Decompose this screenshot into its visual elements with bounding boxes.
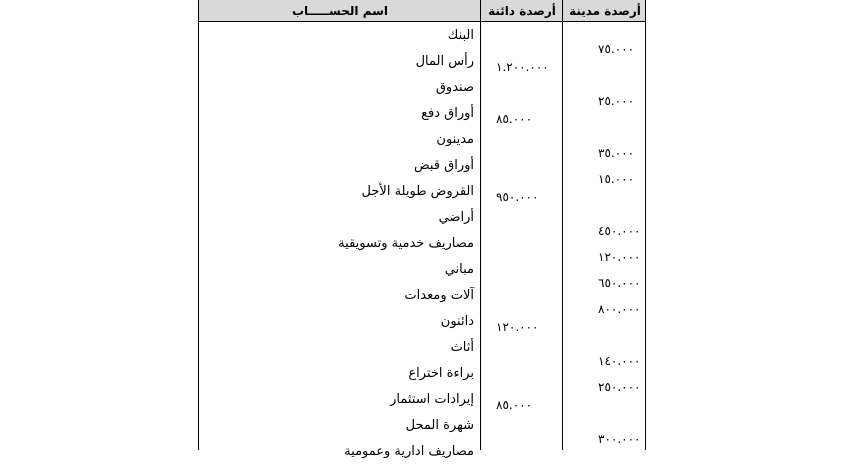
table-row	[198, 54, 646, 80]
debit-balance: ٦٥٠.٠٠٠	[598, 276, 641, 290]
account-name: أوراق دفع	[421, 106, 474, 121]
credit-balance: ٨٥.٠٠٠	[496, 112, 533, 126]
table-row	[198, 392, 646, 418]
account-name: دائنون	[440, 314, 474, 329]
trial-balance-table	[198, 0, 646, 459]
table-row	[198, 418, 646, 444]
account-name: مدينون	[436, 132, 474, 147]
account-name: مباني	[444, 262, 474, 277]
account-name: البنك	[447, 28, 474, 43]
debit-balance: ١٢٠.٠٠٠	[598, 250, 641, 264]
table-row	[198, 366, 646, 392]
account-name: إيرادات استثمار	[390, 392, 474, 407]
table-header	[198, 0, 646, 22]
debit-balance: ٤٥٠.٠٠٠	[598, 224, 641, 238]
table-row	[198, 236, 646, 262]
debit-balance: ١٤٠.٠٠٠	[598, 354, 641, 368]
account-name: أوراق قبض	[413, 158, 474, 173]
account-name: صندوق	[435, 80, 474, 95]
credit-balance: ٨٥.٠٠٠	[496, 398, 533, 412]
credit-balance: ١.٢٠٠.٠٠٠	[496, 60, 549, 74]
account-name: مصاريف خدمية وتسويقية	[338, 236, 474, 251]
account-name: رأس المال	[415, 54, 474, 69]
account-name: شهرة المحل	[405, 418, 474, 433]
credit-balance: ١٢٠.٠٠٠	[496, 320, 539, 334]
table-row	[198, 444, 646, 470]
debit-balance: ٢٥.٠٠٠	[598, 94, 635, 108]
table-row	[198, 184, 646, 210]
account-name: القروض طويلة الأجل	[361, 184, 474, 199]
table-row	[198, 28, 646, 54]
table-row	[198, 132, 646, 158]
debit-balance: ٨٠٠.٠٠٠	[598, 302, 641, 316]
credit-balance: ٩٥٠.٠٠٠	[496, 190, 539, 204]
table-row	[198, 106, 646, 132]
account-name: براءة اختراع	[408, 366, 474, 381]
header-credit-balances: أرصدة دائنة	[488, 4, 556, 18]
account-name: أثاث	[450, 340, 474, 355]
table-row	[198, 340, 646, 366]
debit-balance: ٣٠٠.٠٠٠	[598, 432, 641, 446]
table-row	[198, 80, 646, 106]
account-name: أراضي	[438, 210, 474, 225]
header-debit-balances: أرصدة مدينة	[569, 4, 641, 18]
table-row	[198, 210, 646, 236]
table-row	[198, 158, 646, 184]
debit-balance: ٣٥.٠٠٠	[598, 146, 635, 160]
table-row	[198, 262, 646, 288]
header-account-name: اسم الحســـــاب	[291, 4, 389, 18]
debit-balance: ١٥.٠٠٠	[598, 172, 635, 186]
account-name: آلات ومعدات	[404, 288, 474, 303]
debit-balance: ٧٥.٠٠٠	[598, 42, 635, 56]
table-row	[198, 288, 646, 314]
account-name: مصاريف ادارية وعمومية	[344, 444, 474, 459]
debit-balance: ٢٥٠.٠٠٠	[598, 380, 641, 394]
table-row	[198, 314, 646, 340]
